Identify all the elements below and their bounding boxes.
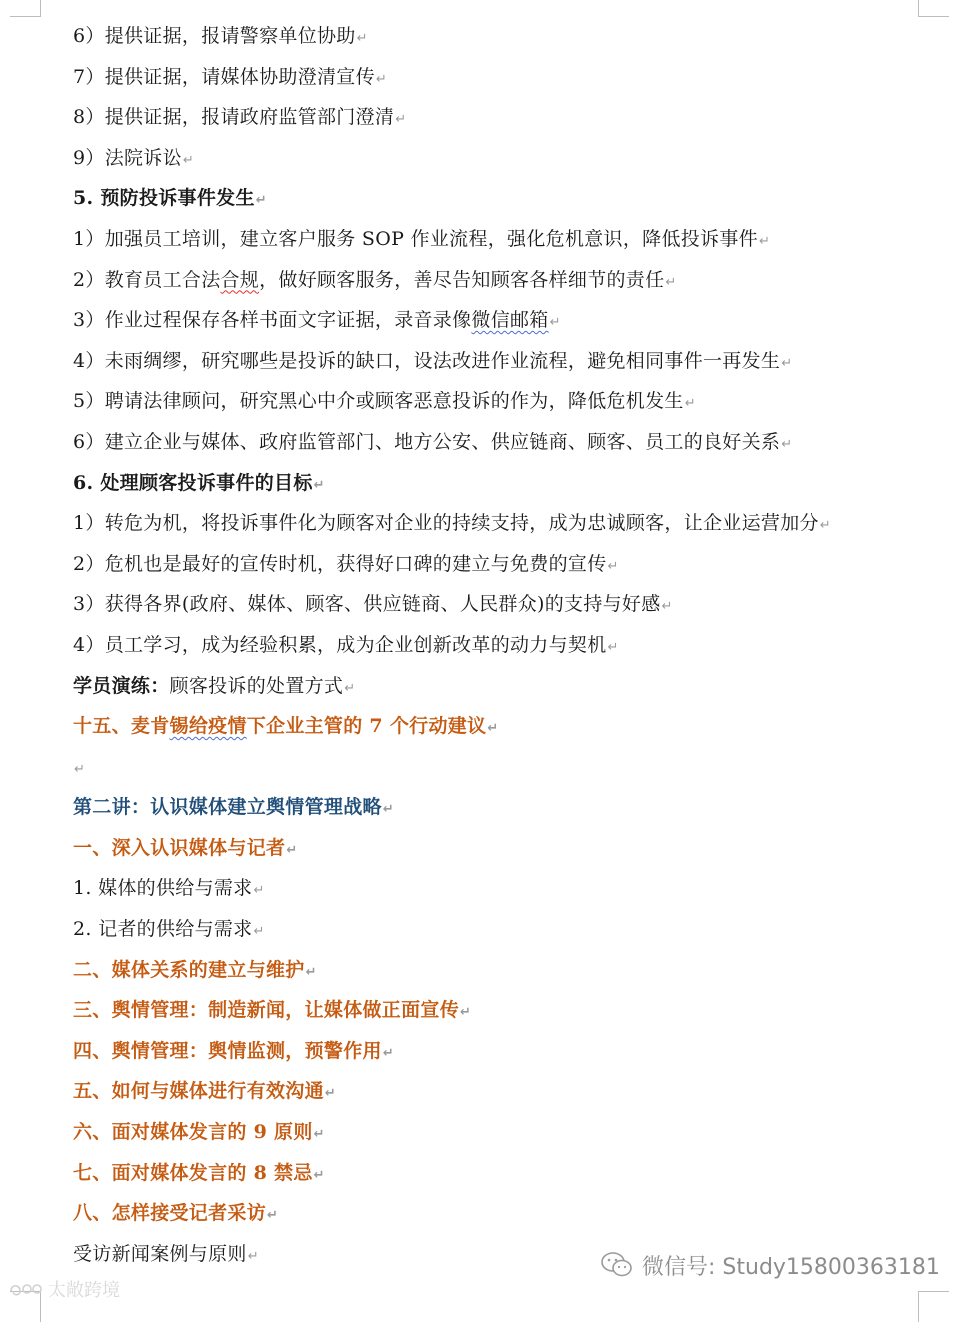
- paragraph-mark-icon: ↵: [253, 883, 265, 899]
- paragraph-mark-icon: ↵: [382, 802, 395, 818]
- line-text: 2）危机也是最好的宣传时机，获得好口碑的建立与免费的宣传: [73, 552, 607, 575]
- paragraph-mark-icon: ↵: [286, 842, 298, 858]
- spellcheck-underline: 合规: [220, 268, 260, 291]
- paragraph-mark-icon: ↵: [344, 680, 356, 696]
- paragraph-mark-icon: ↵: [313, 1167, 325, 1183]
- paragraph-mark-icon: ↵: [395, 112, 407, 128]
- page-corner-mark: [918, 0, 949, 17]
- document-line: [73, 629, 933, 670]
- document-line: [73, 20, 933, 61]
- line-text: 8）提供证据，报请政府监管部门澄清: [73, 106, 395, 129]
- document-line: [73, 1197, 933, 1238]
- document-body: [73, 20, 933, 1278]
- paragraph-mark-icon: ↵: [549, 315, 561, 331]
- line-text: 八、怎样接受记者采访: [73, 1202, 267, 1225]
- wechat-watermark: [600, 1248, 940, 1282]
- brand-watermark: [8, 1276, 120, 1302]
- line-text: 3）作业过程保存各样书面文字证据，录音录像微信邮箱: [73, 309, 549, 332]
- paragraph-mark-icon: ↵: [819, 518, 831, 534]
- document-line: [73, 182, 933, 223]
- line-text: 2）教育员工合法合规，做好顾客服务，善尽告知顾客各样细节的责任: [73, 268, 665, 291]
- paragraph-mark-icon: ↵: [781, 436, 793, 452]
- paragraph-mark-icon: ↵: [313, 1127, 325, 1143]
- paragraph-mark-icon: ↵: [375, 71, 388, 87]
- spellcheck-underline: 微信邮箱: [471, 309, 549, 332]
- document-line: [73, 710, 933, 751]
- line-text: 三、舆情管理：制造新闻，让媒体做正面宣传: [73, 999, 460, 1022]
- paragraph-mark-icon: ↵: [253, 924, 265, 940]
- document-line: [73, 61, 933, 102]
- document-line: [73, 507, 933, 548]
- document-line: [73, 832, 933, 873]
- line-text: 3）获得各界(政府、媒体、顾客、供应链商、人民群众)的支持与好感: [73, 593, 661, 616]
- paragraph-mark-icon: ↵: [781, 355, 793, 371]
- document-line: [73, 1035, 933, 1076]
- paragraph-mark-icon: ↵: [267, 1208, 279, 1224]
- line-text: 4）未雨绸缪，研究哪些是投诉的缺口，设法改进作业流程，避免相同事件一再发生: [73, 349, 781, 372]
- brand-logo-icon: [8, 1279, 44, 1299]
- document-line: [73, 304, 933, 345]
- line-text: 受访新闻案例与原则: [73, 1242, 247, 1265]
- document-line: [73, 751, 933, 792]
- line-text: 四、舆情管理：舆情监测，预警作用: [73, 1039, 382, 1062]
- paragraph-mark-icon: ↵: [607, 558, 619, 574]
- exercise-label: 学员演练：: [73, 674, 170, 697]
- line-text: 4）员工学习，成为经验积累，成为企业创新改革的动力与契机: [73, 633, 607, 656]
- document-line: [73, 588, 933, 629]
- paragraph-mark-icon: ↵: [684, 396, 696, 412]
- paragraph-mark-icon: ↵: [255, 193, 267, 209]
- page-corner-mark: [918, 1291, 949, 1322]
- line-text: 5. 预防投诉事件发生: [73, 187, 255, 210]
- paragraph-mark-icon: ↵: [356, 31, 368, 46]
- line-text: 一、深入认识媒体与记者: [73, 836, 286, 859]
- document-line: [73, 264, 933, 305]
- line-text: 6. 处理顾客投诉事件的目标: [73, 471, 313, 494]
- line-text: 5）聘请法律顾问，研究黑心中介或顾客恶意投诉的作为，降低危机发生: [73, 390, 684, 413]
- line-text: 1）加强员工培训，建立客户服务 SOP 作业流程，强化危机意识，降低投诉事件: [73, 227, 758, 250]
- document-line: [73, 954, 933, 995]
- paragraph-mark-icon: ↵: [382, 1045, 395, 1061]
- document-line: [73, 1157, 933, 1198]
- paragraph-mark-icon: ↵: [182, 152, 195, 168]
- spellcheck-underline: 锡给疫情: [169, 715, 247, 738]
- line-text: 十五、麦肯锡给疫情下企业主管的 7 个行动建议: [73, 715, 487, 738]
- document-line: [73, 345, 933, 386]
- page-corner-mark: [10, 0, 41, 17]
- document-line: [73, 1075, 933, 1116]
- document-line: [73, 426, 933, 467]
- document-line: [73, 670, 933, 711]
- paragraph-mark-icon: ↵: [665, 274, 677, 290]
- paragraph-mark-icon: ↵: [324, 1086, 337, 1102]
- document-line: [73, 101, 933, 142]
- document-line: [73, 142, 933, 183]
- document-line: [73, 872, 933, 913]
- paragraph-mark-icon: ↵: [661, 599, 673, 615]
- paragraph-mark-icon: ↵: [74, 761, 86, 777]
- line-text: 六、面对媒体发言的 9 原则: [73, 1121, 313, 1144]
- paragraph-mark-icon: ↵: [305, 964, 317, 980]
- line-text: 6）建立企业与媒体、政府监管部门、地方公安、供应链商、顾客、员工的良好关系: [73, 430, 781, 453]
- line-text: 顾客投诉的处置方式: [169, 674, 344, 697]
- line-text: 1. 媒体的供给与需求: [73, 877, 253, 900]
- line-text: 第二讲：认识媒体建立舆情管理战略: [73, 796, 382, 819]
- document-line: [73, 913, 933, 954]
- line-text: 2. 记者的供给与需求: [73, 918, 253, 941]
- line-text: 6）提供证据，报请警察单位协助: [73, 25, 356, 47]
- document-line: [73, 223, 933, 264]
- document-line: [73, 467, 933, 508]
- line-text: 7）提供证据，请媒体协助澄清宣传: [73, 65, 375, 88]
- wechat-icon: [600, 1250, 634, 1280]
- wechat-id-text: 微信号: Study15800363181: [642, 1254, 940, 1280]
- line-text: 1）转危为机，将投诉事件化为顾客对企业的持续支持，成为忠诚顾客，让企业运营加分: [73, 512, 819, 535]
- document-line: [73, 791, 933, 832]
- line-text: 七、面对媒体发言的 8 禁忌: [73, 1161, 313, 1184]
- document-line: [73, 994, 933, 1035]
- paragraph-mark-icon: ↵: [247, 1248, 259, 1264]
- paragraph-mark-icon: ↵: [487, 721, 499, 737]
- brand-text: 太敞跨境: [48, 1280, 120, 1301]
- line-text: 五、如何与媒体进行有效沟通: [73, 1080, 324, 1103]
- paragraph-mark-icon: ↵: [460, 1005, 472, 1021]
- line-text: 9）法院诉讼: [73, 146, 182, 169]
- document-line: [73, 385, 933, 426]
- line-text: 二、媒体关系的建立与维护: [73, 958, 305, 981]
- paragraph-mark-icon: ↵: [313, 477, 325, 493]
- paragraph-mark-icon: ↵: [758, 233, 771, 249]
- paragraph-mark-icon: ↵: [607, 639, 619, 655]
- document-line: [73, 548, 933, 589]
- document-line: [73, 1116, 933, 1157]
